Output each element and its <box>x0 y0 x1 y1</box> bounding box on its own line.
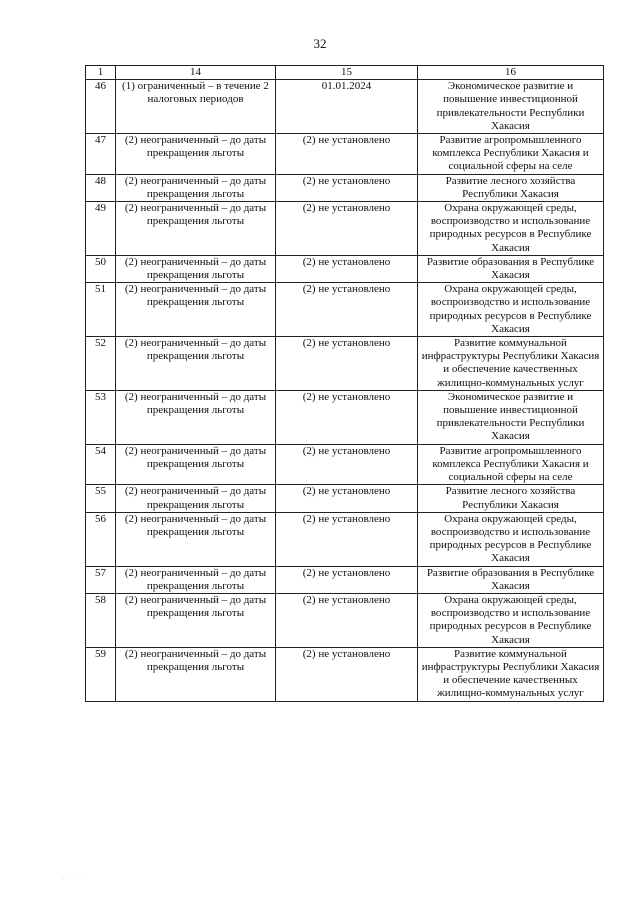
date-cell: 01.01.2024 <box>276 80 418 134</box>
table-row <box>86 337 604 391</box>
term-cell: (2) неограниченный – до даты прекращения льготы <box>116 255 276 282</box>
date-cell: (2) не установлено <box>276 566 418 593</box>
date-cell: (2) не установлено <box>276 337 418 391</box>
date-cell: (2) не установлено <box>276 512 418 566</box>
term-cell: (2) неограниченный – до даты прекращения льготы <box>116 134 276 175</box>
date-cell: (2) не установлено <box>276 202 418 256</box>
term-cell: (2) неограниченный – до даты прекращения льготы <box>116 174 276 201</box>
term-cell: (2) неограниченный – до даты прекращения льготы <box>116 512 276 566</box>
program-cell: Экономическое развитие и повышение инвестиционной привлекательности Республики Хакасия <box>418 390 604 444</box>
row-number-cell: 54 <box>86 444 116 485</box>
program-cell: Охрана окружающей среды, воспроизводство и использование природных ресурсов в Республике Хакасия <box>418 593 604 647</box>
header-col-15: 15 <box>276 66 418 80</box>
term-cell: (2) неограниченный – до даты прекращения льготы <box>116 566 276 593</box>
term-cell: (1) ограниченный – в течение 2 налоговых периодов <box>116 80 276 134</box>
table-row <box>86 566 604 593</box>
table-header-row <box>86 66 604 80</box>
term-cell: (2) неограниченный – до даты прекращения льготы <box>116 485 276 512</box>
row-number-cell: 48 <box>86 174 116 201</box>
program-cell: Развитие агропромышленного комплекса Республики Хакасия и социальной сферы на селе <box>418 134 604 175</box>
table-row <box>86 485 604 512</box>
program-cell: Развитие коммунальной инфраструктуры Республики Хакасия и обеспечение качественных жилищно-коммунальных услуг <box>418 647 604 701</box>
date-cell: (2) не установлено <box>276 174 418 201</box>
table-row <box>86 255 604 282</box>
table-row <box>86 202 604 256</box>
program-cell: Развитие образования в Республике Хакасия <box>418 566 604 593</box>
row-number-cell: 57 <box>86 566 116 593</box>
term-cell: (2) неограниченный – до даты прекращения льготы <box>116 593 276 647</box>
header-col-1: 1 <box>86 66 116 80</box>
table-row <box>86 444 604 485</box>
date-cell: (2) не установлено <box>276 390 418 444</box>
date-cell: (2) не установлено <box>276 283 418 337</box>
date-cell: (2) не установлено <box>276 647 418 701</box>
row-number-cell: 53 <box>86 390 116 444</box>
date-cell: (2) не установлено <box>276 485 418 512</box>
row-number-cell: 59 <box>86 647 116 701</box>
program-cell: Развитие лесного хозяйства Республики Хакасия <box>418 485 604 512</box>
row-number-cell: 55 <box>86 485 116 512</box>
table-row <box>86 593 604 647</box>
page-number: 32 <box>313 36 327 51</box>
table-row <box>86 283 604 337</box>
program-cell: Развитие коммунальной инфраструктуры Республики Хакасия и обеспечение качественных жилищно-коммунальных услуг <box>418 337 604 391</box>
date-cell: (2) не установлено <box>276 444 418 485</box>
program-cell: Развитие агропромышленного комплекса Республики Хакасия и социальной сферы на селе <box>418 444 604 485</box>
table-row <box>86 80 604 134</box>
program-cell: Охрана окружающей среды, воспроизводство и использование природных ресурсов в Республике Хакасия <box>418 283 604 337</box>
row-number-cell: 58 <box>86 593 116 647</box>
row-number-cell: 49 <box>86 202 116 256</box>
program-cell: Экономическое развитие и повышение инвестиционной привлекательности Республики Хакасия <box>418 80 604 134</box>
table-row <box>86 512 604 566</box>
benefits-table <box>85 65 604 702</box>
program-cell: Охрана окружающей среды, воспроизводство и использование природных ресурсов в Республике Хакасия <box>418 202 604 256</box>
scan-artifact: · · · · <box>62 876 89 882</box>
table-row <box>86 647 604 701</box>
row-number-cell: 50 <box>86 255 116 282</box>
date-cell: (2) не установлено <box>276 593 418 647</box>
row-number-cell: 56 <box>86 512 116 566</box>
term-cell: (2) неограниченный – до даты прекращения льготы <box>116 647 276 701</box>
row-number-cell: 52 <box>86 337 116 391</box>
term-cell: (2) неограниченный – до даты прекращения льготы <box>116 202 276 256</box>
term-cell: (2) неограниченный – до даты прекращения льготы <box>116 444 276 485</box>
date-cell: (2) не установлено <box>276 134 418 175</box>
date-cell: (2) не установлено <box>276 255 418 282</box>
program-cell: Развитие лесного хозяйства Республики Хакасия <box>418 174 604 201</box>
row-number-cell: 51 <box>86 283 116 337</box>
table-row <box>86 390 604 444</box>
term-cell: (2) неограниченный – до даты прекращения льготы <box>116 337 276 391</box>
program-cell: Развитие образования в Республике Хакасия <box>418 255 604 282</box>
table-row <box>86 174 604 201</box>
row-number-cell: 47 <box>86 134 116 175</box>
row-number-cell: 46 <box>86 80 116 134</box>
header-col-14: 14 <box>116 66 276 80</box>
term-cell: (2) неограниченный – до даты прекращения льготы <box>116 283 276 337</box>
header-col-16: 16 <box>418 66 604 80</box>
term-cell: (2) неограниченный – до даты прекращения льготы <box>116 390 276 444</box>
table-row <box>86 134 604 175</box>
program-cell: Охрана окружающей среды, воспроизводство и использование природных ресурсов в Республике Хакасия <box>418 512 604 566</box>
